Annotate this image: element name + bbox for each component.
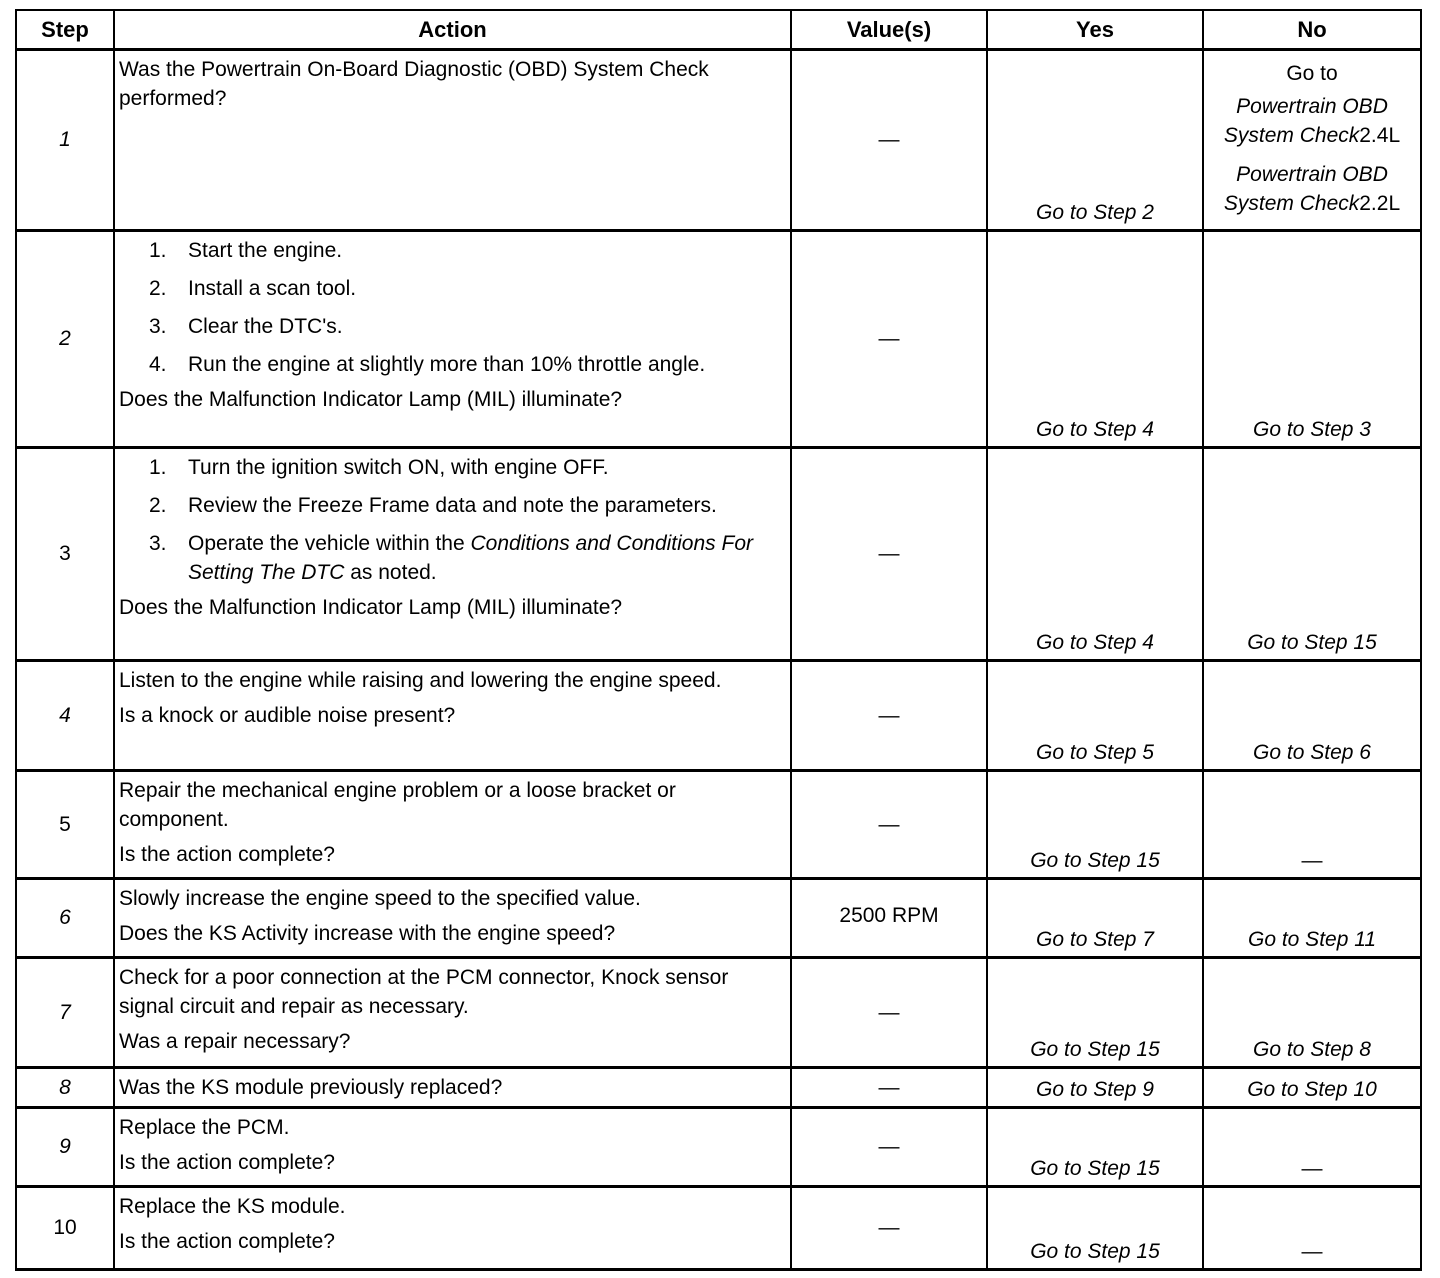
value-cell: — [791, 771, 987, 879]
obd-ref-2: Powertrain OBD System Check2.2L [1223, 163, 1401, 215]
step-number: 7 [16, 958, 114, 1068]
action-cell [114, 448, 791, 661]
action-question: Is the action complete? [119, 843, 335, 866]
yes-cell: Go to Step 15 [987, 1108, 1203, 1187]
value-cell: — [791, 1108, 987, 1187]
yes-cell: Go to Step 9 [987, 1068, 1203, 1108]
no-cell: Go to Step 6 [1203, 661, 1421, 771]
value-cell: — [791, 448, 987, 661]
no-cell: Go to Step 3 [1203, 231, 1421, 448]
action-text: Slowly increase the engine speed to the specified value. [119, 887, 641, 910]
header-action: Action [114, 10, 791, 50]
yes-cell: Go to Step 15 [987, 771, 1203, 879]
step-number: 8 [16, 1068, 114, 1108]
action-question: Does the Malfunction Indicator Lamp (MIL) illuminate? [119, 596, 623, 619]
action-cell [114, 50, 791, 231]
list-item: 3. Operate the vehicle within the Conditions and Conditions For Setting The DTC as noted. [149, 532, 753, 584]
table-row-step-8 [16, 1068, 1421, 1108]
table-row-step-7 [16, 958, 1421, 1068]
list-item: 3. Clear the DTC's. [149, 315, 343, 338]
step-number: 2 [16, 231, 114, 448]
value-cell: — [791, 231, 987, 448]
yes-cell: Go to Step 2 [987, 50, 1203, 231]
action-text: Was the Powertrain On-Board Diagnostic (OBD) System Check performed? [119, 58, 709, 110]
action-steps [119, 236, 786, 379]
step-number: 3 [16, 448, 114, 661]
step-number: 4 [16, 661, 114, 771]
no-goto: Go to [1286, 62, 1338, 85]
no-cell: Go to Step 10 [1203, 1068, 1421, 1108]
action-cell [114, 661, 791, 771]
step-number: 10 [16, 1187, 114, 1270]
action-question: Was a repair necessary? [119, 1030, 351, 1053]
table-row-step-9 [16, 1108, 1421, 1187]
action-cell [114, 1108, 791, 1187]
table-row-step-3 [16, 448, 1421, 661]
no-cell: Go to Step 15 [1203, 448, 1421, 661]
obd-ref-1: Powertrain OBD System Check2.4L [1223, 95, 1401, 147]
action-text: Replace the KS module. [119, 1195, 346, 1218]
header-yes: Yes [987, 10, 1203, 50]
action-question: Is the action complete? [119, 1230, 335, 1253]
no-cell: Go to Step 8 [1203, 958, 1421, 1068]
action-steps [119, 453, 786, 587]
list-item: 1. Start the engine. [149, 239, 343, 262]
action-text: Repair the mechanical engine problem or a loose bracket or component. [119, 779, 676, 831]
table-row-step-4 [16, 661, 1421, 771]
action-cell [114, 771, 791, 879]
value-cell: — [791, 958, 987, 1068]
value-cell: — [791, 1068, 987, 1108]
table-row-step-5 [16, 771, 1421, 879]
value-cell: — [791, 1187, 987, 1270]
action-cell [114, 1068, 791, 1108]
value-cell: — [791, 661, 987, 771]
value-cell: — [791, 50, 987, 231]
value-cell: 2500 RPM [791, 879, 987, 958]
action-cell [114, 1187, 791, 1270]
no-cell: — [1203, 1187, 1421, 1270]
diagnostic-table [15, 9, 1422, 1271]
action-cell [114, 958, 791, 1068]
header-row [16, 10, 1421, 50]
list-item: 2. Review the Freeze Frame data and note the parameters. [149, 494, 717, 517]
no-cell [1203, 50, 1421, 231]
yes-cell: Go to Step 4 [987, 448, 1203, 661]
action-text: Replace the PCM. [119, 1116, 290, 1139]
table-row-step-6 [16, 879, 1421, 958]
action-cell [114, 231, 791, 448]
action-question: Is the action complete? [119, 1151, 335, 1174]
header-no: No [1203, 10, 1421, 50]
step-number: 6 [16, 879, 114, 958]
action-text: Check for a poor connection at the PCM connector, Knock sensor signal circuit and repair as necessary. [119, 966, 729, 1018]
action-cell [114, 879, 791, 958]
yes-cell: Go to Step 4 [987, 231, 1203, 448]
no-cell: — [1203, 1108, 1421, 1187]
header-values: Value(s) [791, 10, 987, 50]
no-cell: Go to Step 11 [1203, 879, 1421, 958]
action-question: Does the Malfunction Indicator Lamp (MIL) illuminate? [119, 388, 623, 411]
no-cell: — [1203, 771, 1421, 879]
list-item: 1. Turn the ignition switch ON, with engine OFF. [149, 456, 609, 479]
action-question: Does the KS Activity increase with the engine speed? [119, 922, 616, 945]
yes-cell: Go to Step 5 [987, 661, 1203, 771]
yes-cell: Go to Step 7 [987, 879, 1203, 958]
step-number: 1 [16, 50, 114, 231]
step-number: 5 [16, 771, 114, 879]
action-text: Was the KS module previously replaced? [119, 1076, 503, 1099]
header-step: Step [16, 10, 114, 50]
table-row-step-1 [16, 50, 1421, 231]
list-item: 4. Run the engine at slightly more than 10% throttle angle. [149, 353, 706, 376]
table-row-step-10 [16, 1187, 1421, 1270]
action-text: Listen to the engine while raising and lowering the engine speed. [119, 669, 722, 692]
yes-cell: Go to Step 15 [987, 958, 1203, 1068]
table-row-step-2 [16, 231, 1421, 448]
list-item: 2. Install a scan tool. [149, 277, 357, 300]
yes-cell: Go to Step 15 [987, 1187, 1203, 1270]
step-number: 9 [16, 1108, 114, 1187]
action-question: Is a knock or audible noise present? [119, 704, 456, 727]
